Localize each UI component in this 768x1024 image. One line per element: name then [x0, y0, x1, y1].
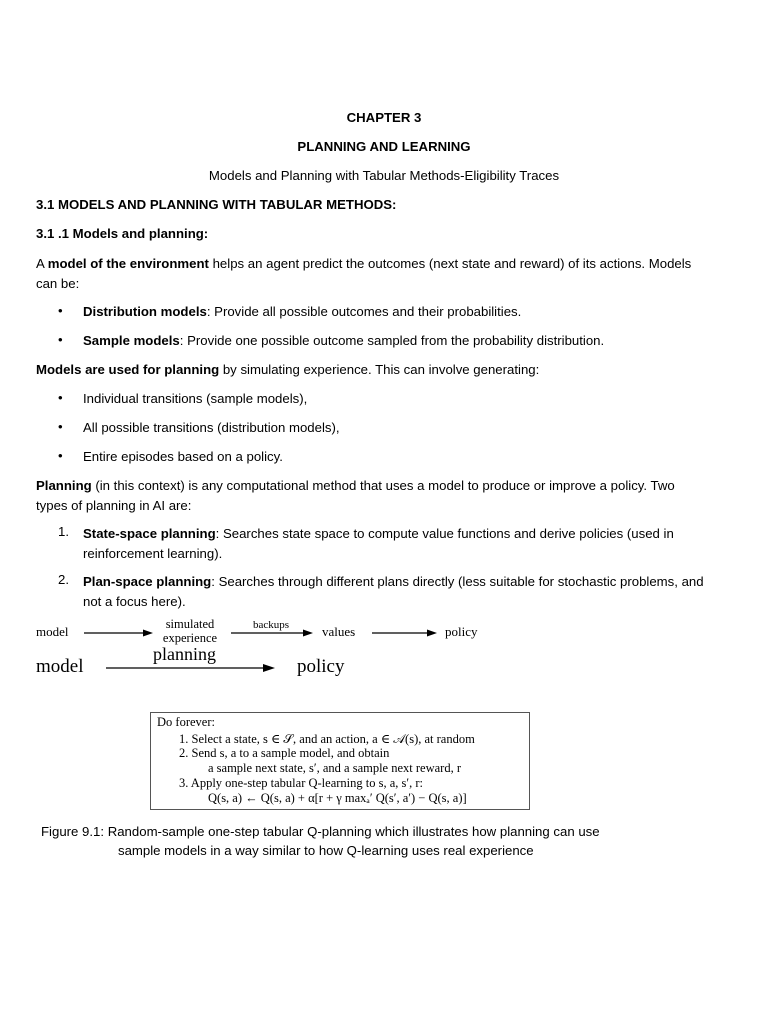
subsection-heading: 3.1 .1 Models and planning: [36, 226, 209, 241]
figure-caption-line-1: Figure 9.1: Random-sample one-step tabular Q-planning which illustrates how planning can use [41, 824, 600, 839]
diagram-values-label: values [322, 624, 356, 639]
diagram-policy-label: policy [445, 624, 478, 639]
algorithm-step-3: 3. Apply one-step tabular Q-learning to s, a, s′, r: [179, 776, 424, 790]
algorithm-box [150, 712, 530, 810]
bullet-icon: • [58, 303, 63, 318]
diagram2-policy-label: policy [297, 656, 345, 677]
list-number: 2. [58, 572, 69, 587]
chapter-heading: CHAPTER 3 [346, 110, 422, 125]
algorithm-step-1: 1. Select a state, s ∈ 𝒮, and an action, a ∈ 𝒜(s), at random [179, 732, 475, 746]
chapter-subtitle: Models and Planning with Tabular Methods-Eligibility Traces [208, 168, 560, 183]
algorithm-header: Do forever: [157, 715, 215, 729]
diagram-backups-label: backups [253, 619, 290, 631]
diagram-model-label: model [36, 624, 69, 639]
list-item: Sample models: Provide one possible outcome sampled from the probability distribution. [83, 333, 605, 348]
bullet-icon: • [58, 419, 63, 434]
figure-caption-line-2: sample models in a way similar to how Q-learning uses real experience [118, 843, 534, 858]
algorithm-update-rule: Q(s, a) ← Q(s, a) + α[r + γ maxₐ′ Q(s′, a′) − Q(s, a)] [208, 791, 467, 805]
list-number: 1. [58, 524, 69, 539]
diagram2-planning-label: planning [153, 644, 216, 664]
section-heading: 3.1 MODELS AND PLANNING WITH TABULAR METHODS: [36, 197, 397, 212]
planning-diagram-arrows [0, 620, 768, 680]
bullet-icon: • [58, 448, 63, 463]
intro-paragraph: A model of the environment helps an agent predict the outcomes (next state and reward) of its actions. Models can be: [36, 256, 692, 291]
list-item: All possible transitions (distribution models), [83, 420, 340, 435]
diagram2-model-label: model [36, 656, 84, 677]
planning-use-paragraph: Models are used for planning by simulating experience. This can involve generating: [36, 362, 540, 377]
bullet-icon: • [58, 332, 63, 347]
bullet-icon: • [58, 390, 63, 405]
algorithm-step-2: 2. Send s, a to a sample model, and obtain [179, 746, 390, 760]
list-item: Plan-space planning: Searches through different plans directly (less suitable for stochastic problems, and not a focus here). [83, 574, 704, 609]
planning-definition-paragraph: Planning (in this context) is any computational method that uses a model to produce or improve a policy. Two types of planning in AI are: [36, 478, 675, 513]
chapter-title: PLANNING AND LEARNING [297, 139, 471, 154]
list-item: Distribution models: Provide all possible outcomes and their probabilities. [83, 304, 522, 319]
diagram-simulated-experience-label: simulated experience [162, 617, 218, 645]
list-item: Entire episodes based on a policy. [83, 449, 283, 464]
list-item: State-space planning: Searches state space to compute value functions and derive policies (used in reinforcement learning). [83, 526, 674, 561]
algorithm-step-2-cont: a sample next state, s′, and a sample next reward, r [208, 761, 461, 775]
list-item: Individual transitions (sample models), [83, 391, 308, 406]
